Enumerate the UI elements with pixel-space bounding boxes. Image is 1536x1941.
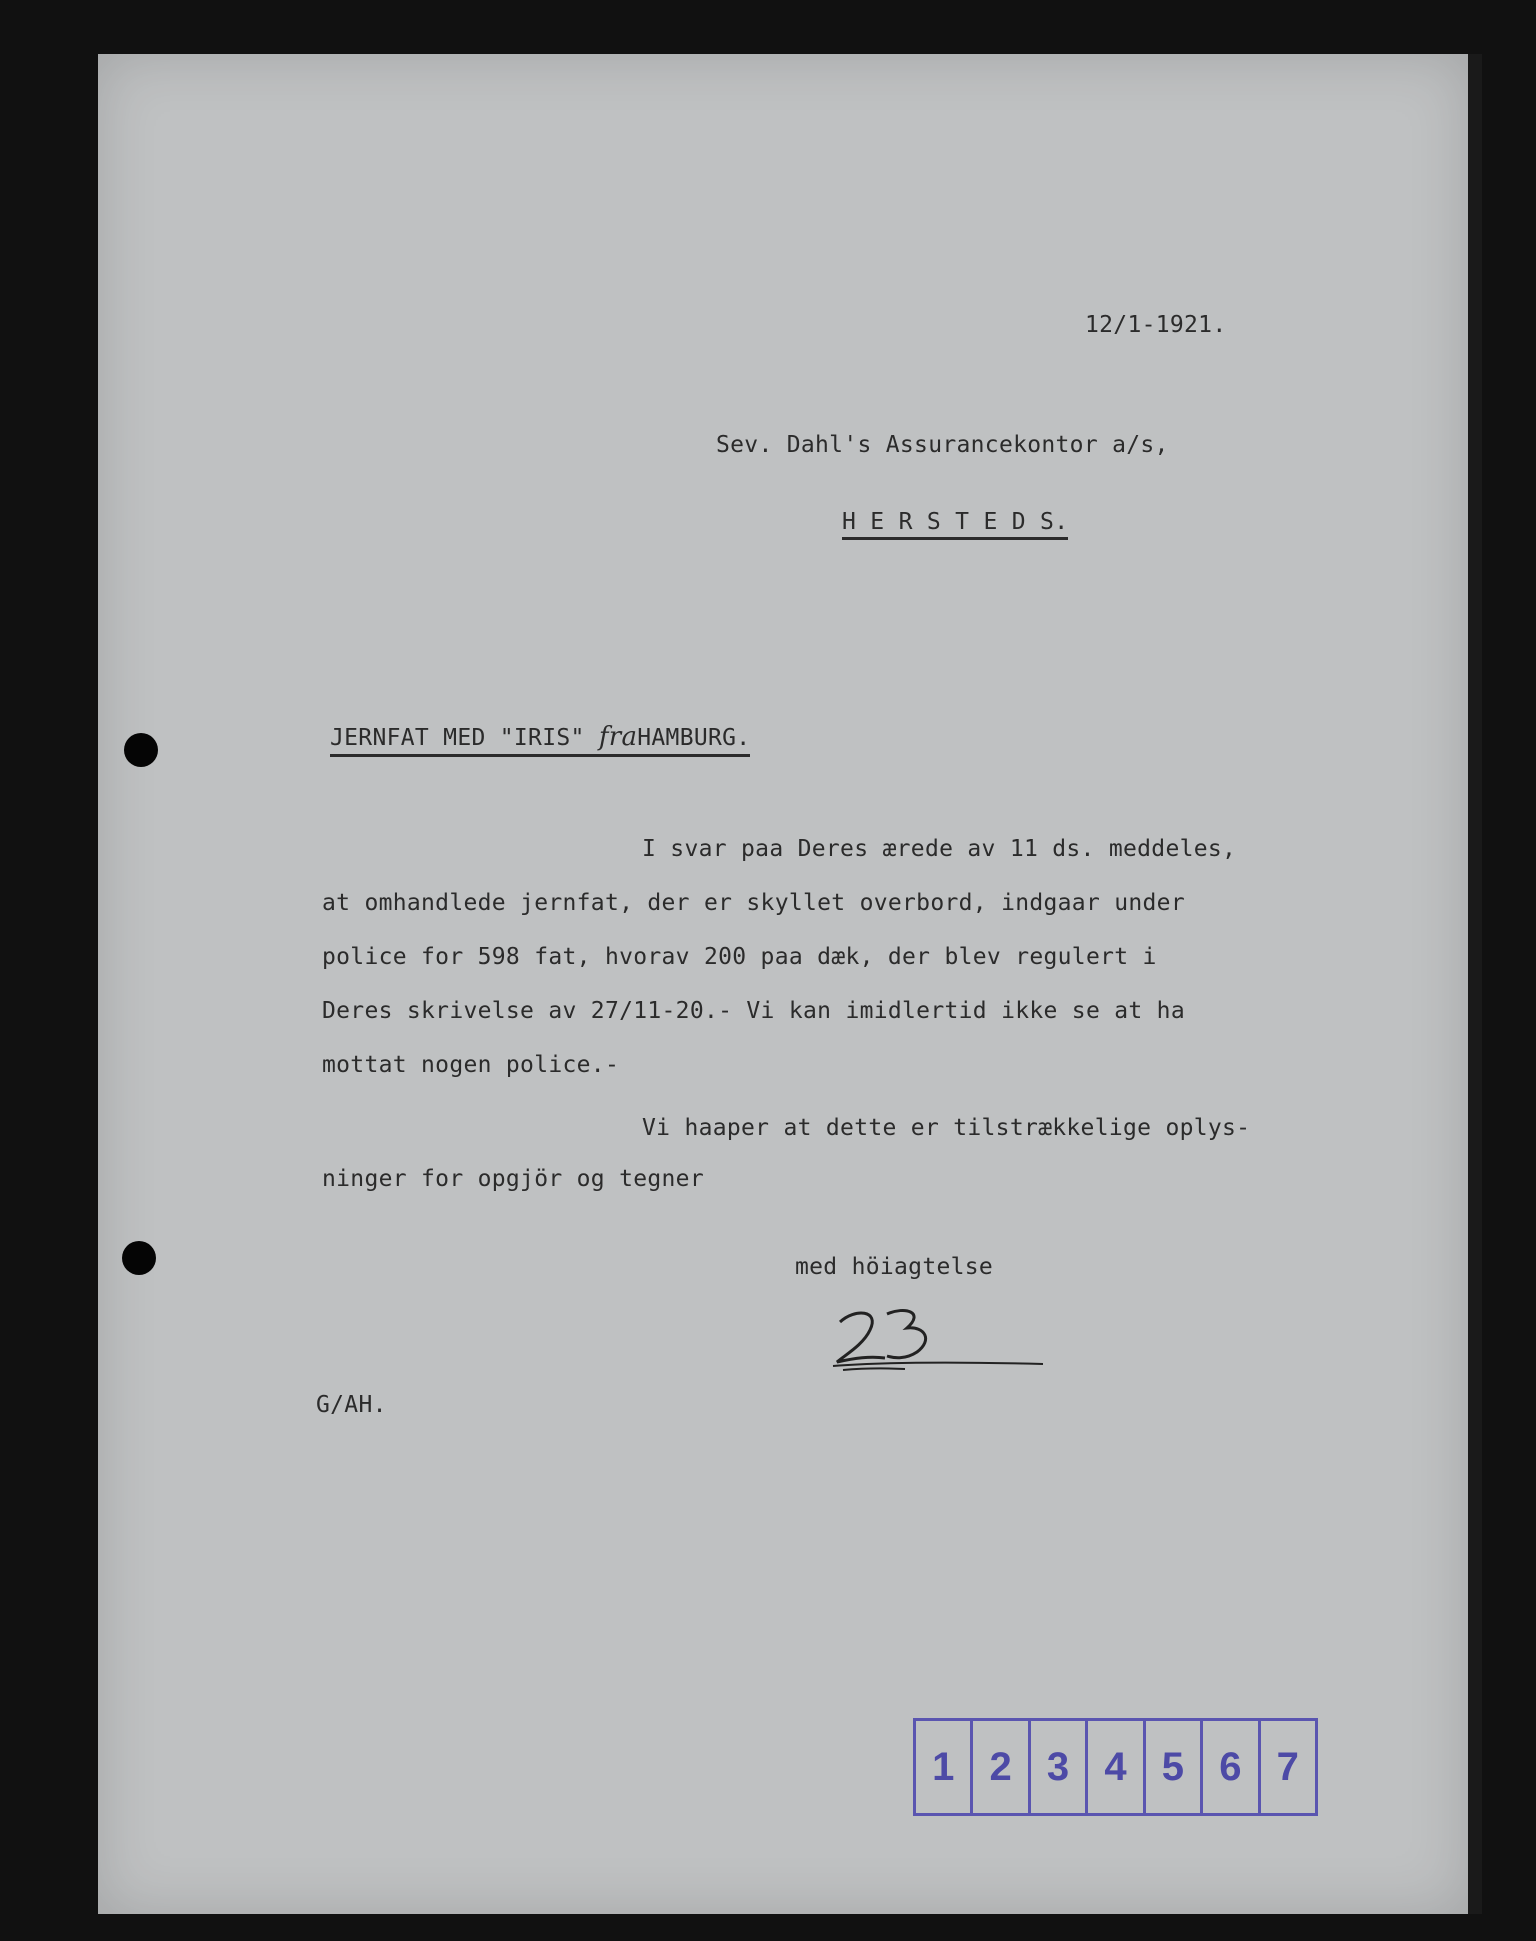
- body-line-4: Deres skrivelse av 27/11-20.- Vi kan imidlertid ikke se at ha: [322, 998, 1185, 1024]
- punch-hole-bottom: [122, 1241, 156, 1275]
- letter-date: 12/1-1921.: [1085, 312, 1227, 338]
- stamp-number: 2: [973, 1721, 1030, 1813]
- recipient-city: H E R S T E D S.: [842, 509, 1068, 540]
- numbered-stamp: [905, 1708, 1320, 1820]
- body-line-2: at omhandlede jernfat, der er skyllet overbord, indgaar under: [322, 890, 1185, 916]
- closing: med höiagtelse: [795, 1254, 994, 1280]
- handwritten-signature: [825, 1300, 1045, 1380]
- body-line-1: I svar paa Deres ærede av 11 ds. meddeles,: [642, 836, 1237, 862]
- punch-hole-top: [124, 733, 158, 767]
- stamp-number: 7: [1276, 1744, 1299, 1789]
- subject-part2: HAMBURG.: [637, 725, 751, 751]
- subject-handwritten: fra: [598, 722, 638, 752]
- body-line-3: police for 598 fat, hvorav 200 paa dæk, der blev regulert i: [322, 944, 1157, 970]
- body-line-6: Vi haaper at dette er tilstrækkelige oplys-: [642, 1115, 1251, 1141]
- page-edge: [1468, 54, 1482, 1914]
- subject-part1: JERNFAT MED "IRIS": [330, 725, 585, 751]
- stamp-number: 6: [1203, 1721, 1260, 1813]
- document-page: [98, 54, 1468, 1914]
- stamp-frame: [913, 1718, 1318, 1816]
- stamp-number: 1: [916, 1721, 973, 1813]
- stamp-number: 3: [1031, 1721, 1088, 1813]
- recipient-name: Sev. Dahl's Assurancekontor a/s,: [716, 432, 1169, 458]
- stamp-number: 4: [1088, 1721, 1145, 1813]
- body-line-7: ninger for opgjör og tegner: [322, 1166, 704, 1192]
- body-line-5: mottat nogen police.-: [322, 1052, 620, 1078]
- subject-line: [330, 722, 750, 757]
- stamp-number: 5: [1146, 1721, 1203, 1813]
- reference-initials: G/AH.: [316, 1392, 387, 1418]
